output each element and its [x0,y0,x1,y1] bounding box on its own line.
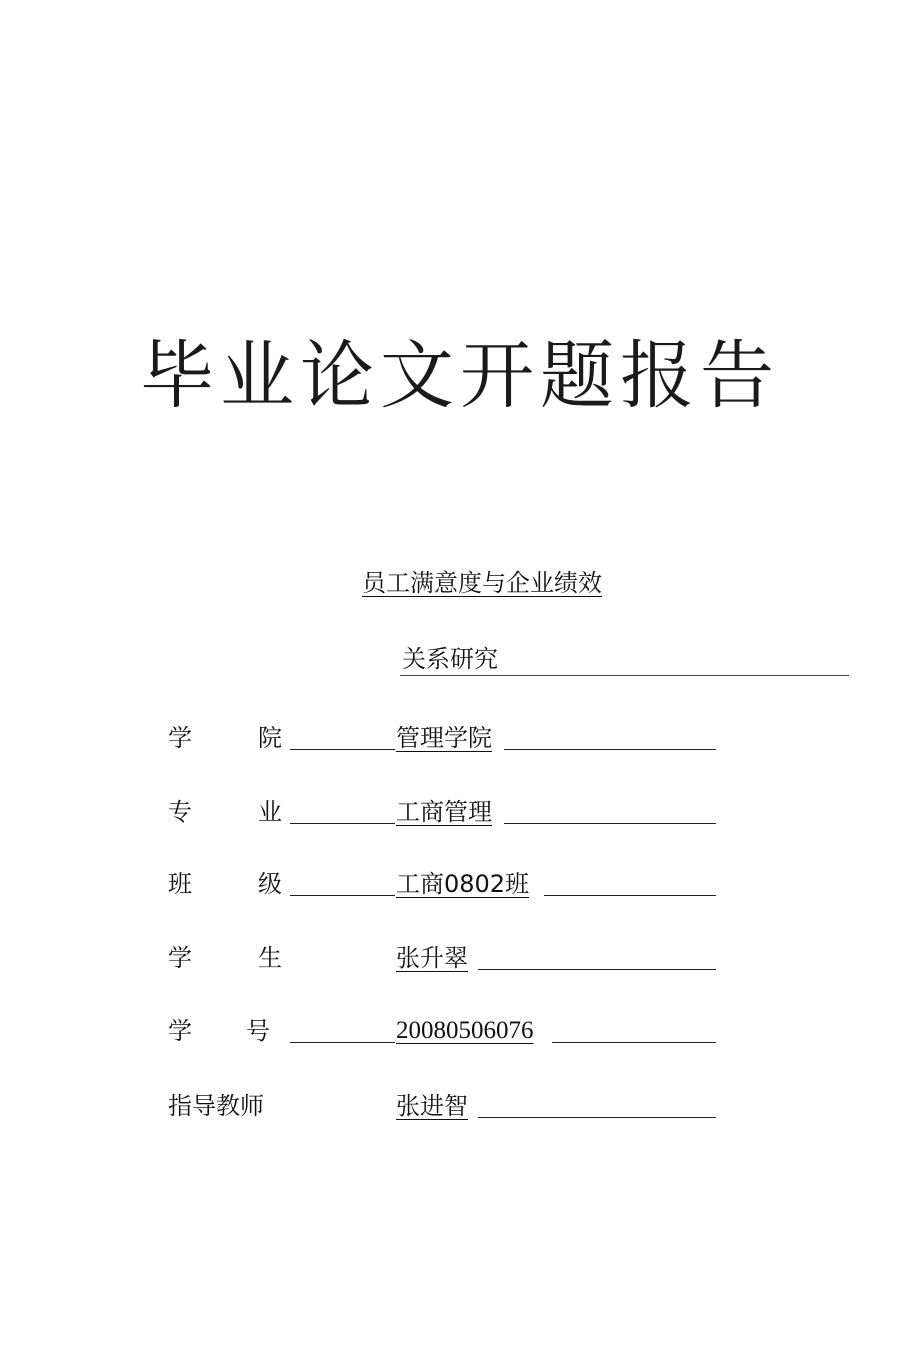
field-class [0,864,920,904]
field-advisor [0,1086,920,1126]
class-blank-right [544,895,716,896]
field-college [0,718,920,758]
student-id-label-char-2: 号 [246,1017,270,1045]
advisor-value: 张进智 [396,1092,468,1120]
college-blank-left [290,749,395,750]
class-label-char-1: 班 [168,870,192,898]
class-label-char-2: 级 [258,870,282,898]
student-id-blank-right [552,1042,716,1043]
major-blank-left [290,823,395,824]
student-label-char-1: 学 [168,944,192,972]
college-label-char-2: 院 [258,724,282,752]
student-id-label-char-1: 学 [168,1017,192,1045]
field-student-id [0,1011,920,1051]
student-value: 张升翠 [396,944,468,972]
college-value: 管理学院 [396,724,492,752]
advisor-label: 指导教师 [168,1092,264,1120]
student-id-value: 20080506076 [396,1017,534,1044]
major-label-char-1: 专 [168,798,192,826]
thesis-topic-line-2: 关系研究 [402,645,498,673]
class-value: 工商0802班 [396,870,530,898]
field-student [0,938,920,978]
advisor-blank-right [478,1117,716,1118]
class-blank-left [290,895,395,896]
field-major [0,792,920,832]
college-blank-right [504,749,716,750]
student-id-blank-left [290,1042,395,1043]
major-label-char-2: 业 [258,798,282,826]
major-value: 工商管理 [396,798,492,826]
thesis-topic-line-1: 员工满意度与企业绩效 [362,569,602,597]
report-title: 毕业论文开题报告 [140,333,780,419]
topic-underline [400,675,849,676]
student-blank-right [478,969,716,970]
student-label-char-2: 生 [258,944,282,972]
major-blank-right [504,823,716,824]
college-label-char-1: 学 [168,724,192,752]
